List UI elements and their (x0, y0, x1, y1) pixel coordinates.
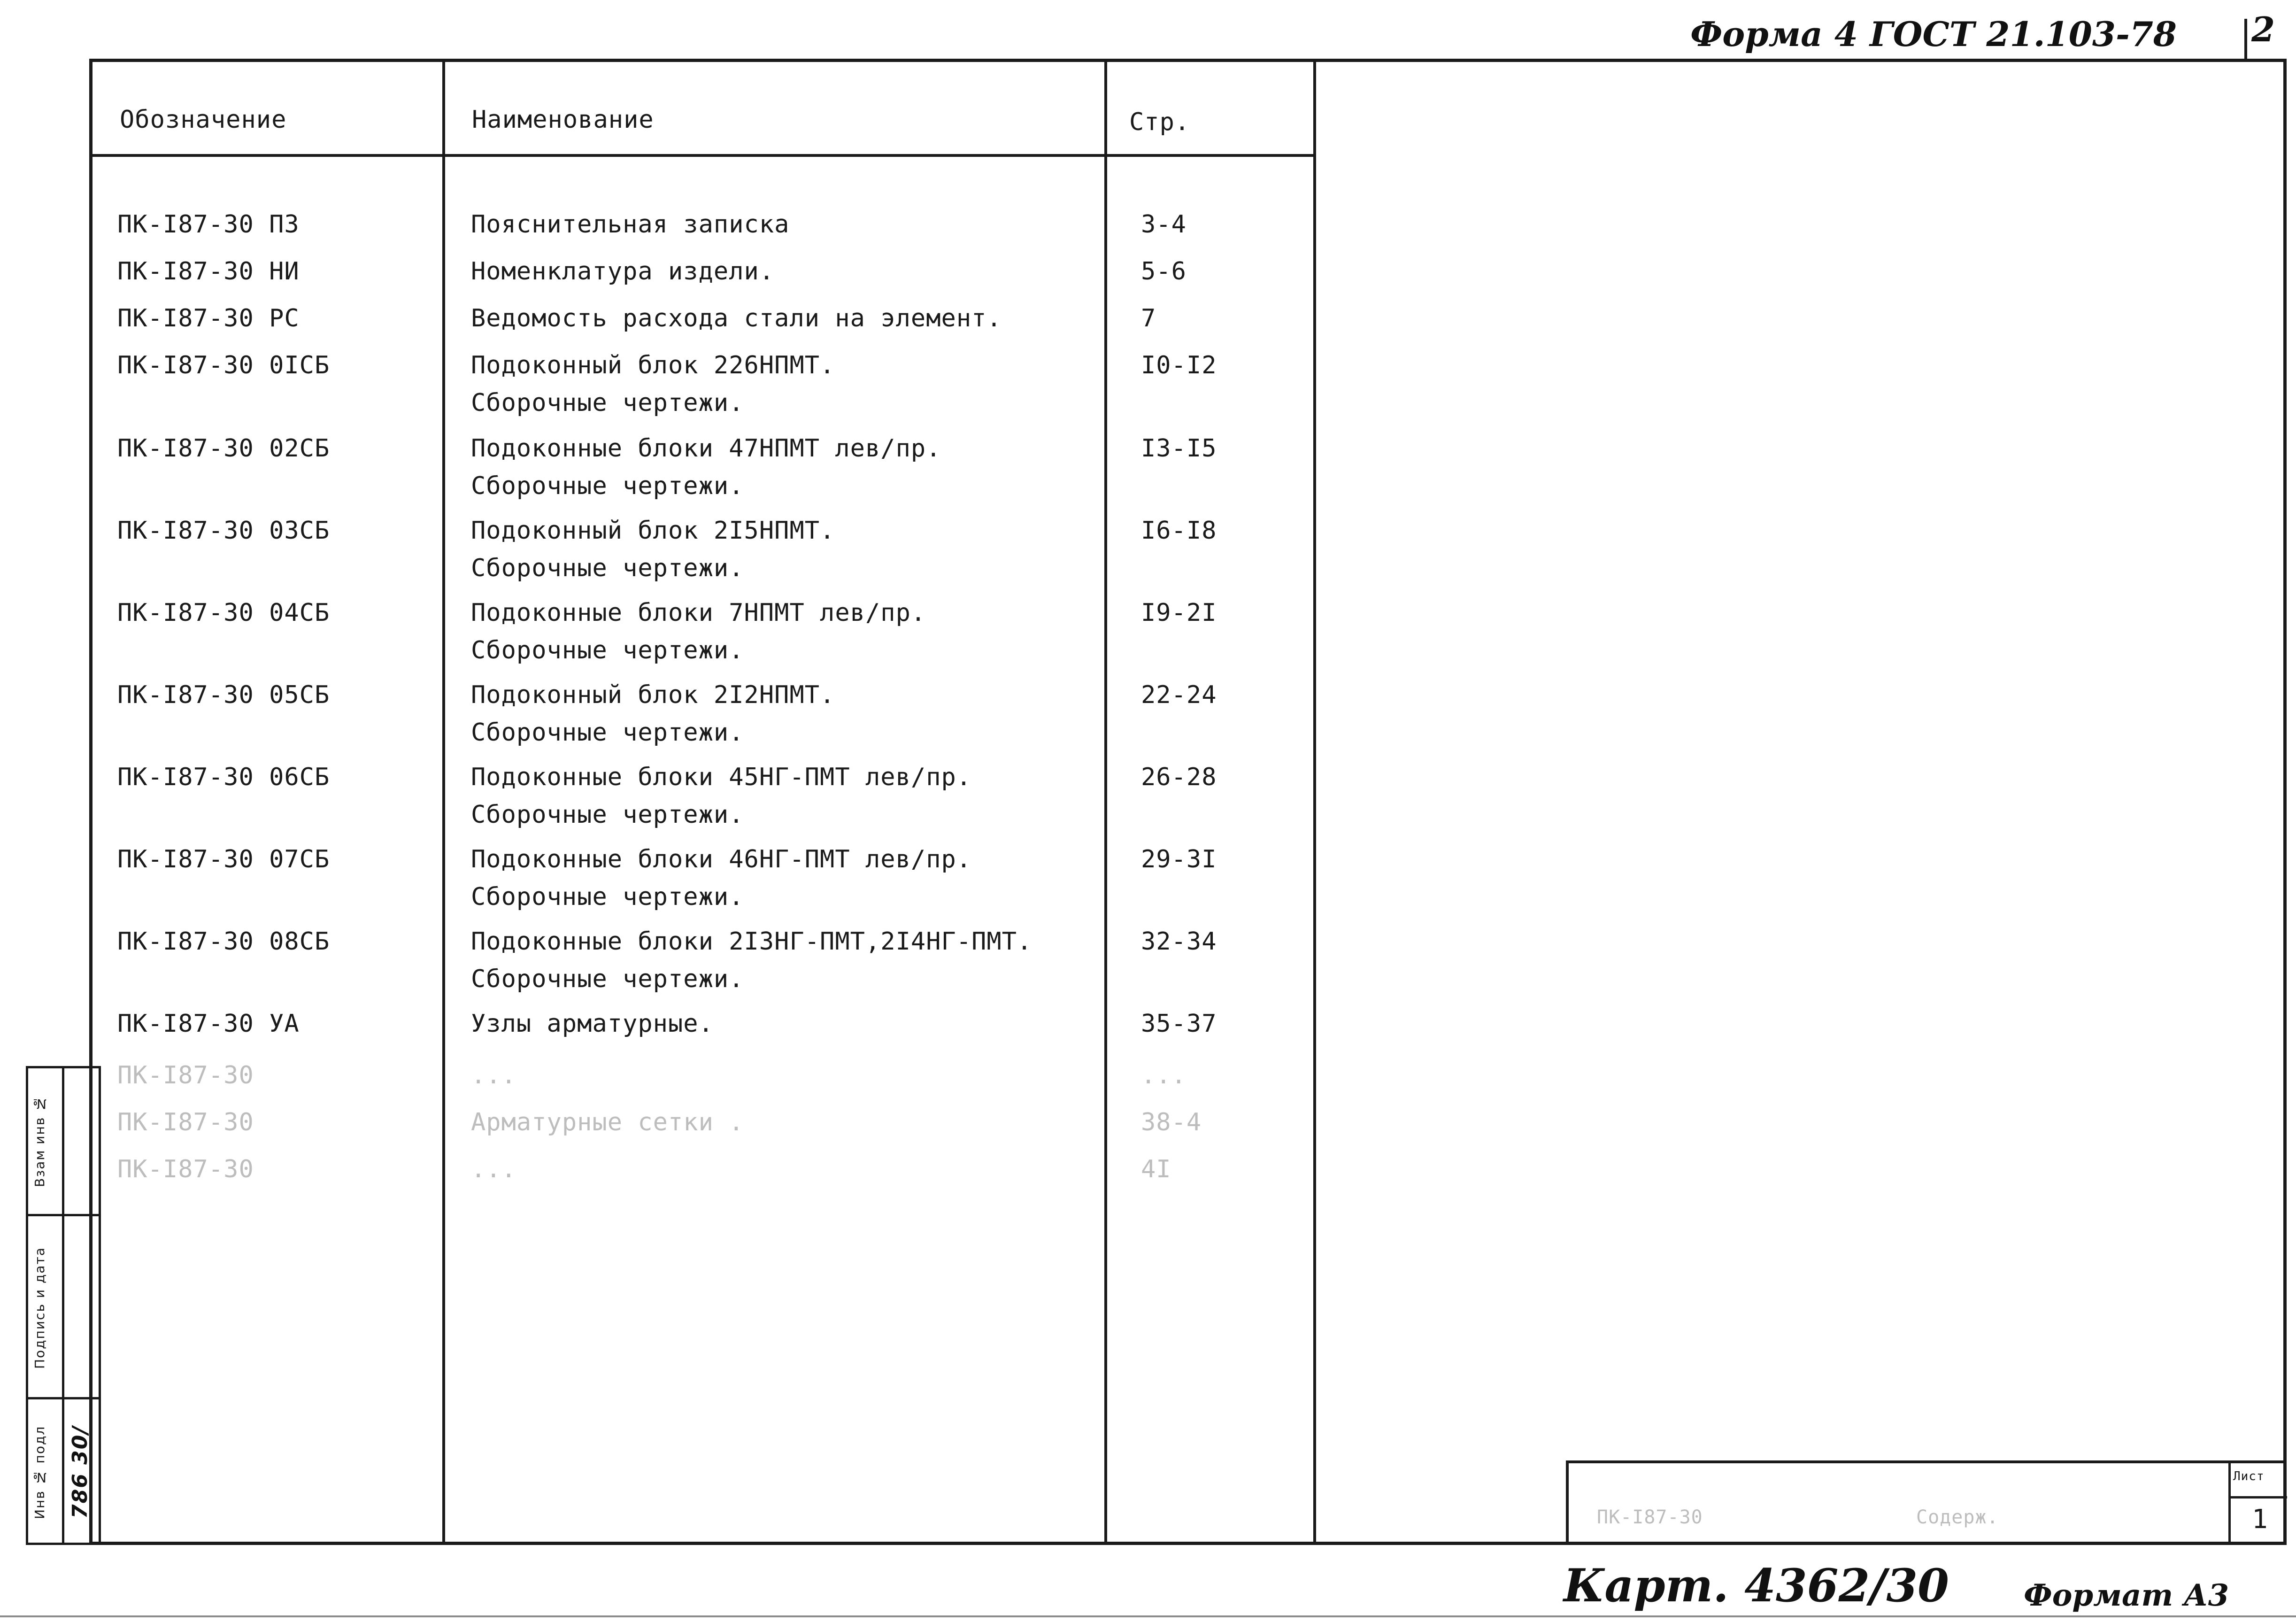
row-name: Пояснительная записка (471, 210, 790, 239)
row-name-continued: Сборочные чертежи. (471, 801, 744, 829)
row-name: Подоконный блок 2I2НПМТ. (471, 681, 835, 709)
row-code: ПК-I87-30 РС (117, 304, 300, 332)
row-code: ПК-I87-30 (117, 1155, 254, 1183)
row-code: ПК-I87-30 04СБ (117, 599, 330, 627)
row-name: ... (471, 1155, 516, 1183)
row-code: ПК-I87-30 0IСБ (117, 351, 330, 379)
title-block-sheet-label: Лист (2233, 1469, 2265, 1483)
row-page: ... (1141, 1061, 1187, 1089)
row-page: I0-I2 (1141, 351, 1217, 379)
side-handwritten-number: 786 30/ (68, 1425, 92, 1519)
row-code: ПК-I87-30 (117, 1061, 254, 1089)
row-page: 38-4 (1141, 1108, 1202, 1136)
title-block (1566, 1460, 2287, 1545)
row-name: Номенклатура издели. (471, 257, 775, 286)
row-code: ПК-I87-30 07СБ (117, 845, 330, 873)
row-page: 26-28 (1141, 763, 1217, 791)
side-cell-inventory: Инв № подл (32, 1425, 47, 1519)
row-page: I6-I8 (1141, 517, 1217, 545)
row-code: ПК-I87-30 08СБ (117, 927, 330, 956)
row-page: I3-I5 (1141, 434, 1217, 463)
row-code: ПК-I87-30 06СБ (117, 763, 330, 791)
title-block-sheet-number: 1 (2252, 1504, 2268, 1535)
row-name: Подоконные блоки 45НГ-ПМТ лев/пр. (471, 763, 972, 791)
row-name: Подоконные блоки 46НГ-ПМТ лев/пр. (471, 845, 972, 873)
row-code: ПК-I87-30 УА (117, 1010, 300, 1038)
row-page: 3-4 (1141, 210, 1187, 239)
title-block-code: ПК-I87-30 (1597, 1506, 1703, 1528)
col-divider-2 (1104, 61, 1107, 1545)
corner-sheet-number: 2 (2251, 9, 2275, 49)
row-code: ПК-I87-30 05СБ (117, 681, 330, 709)
row-code: ПК-I87-30 ПЗ (117, 210, 300, 239)
header-page: Стр. (1129, 108, 1190, 136)
row-name: ... (471, 1061, 516, 1089)
side-cell-replacement: Взам инв № (32, 1095, 47, 1188)
row-name-continued: Сборочные чертежи. (471, 718, 744, 747)
row-name-continued: Сборочные чертежи. (471, 883, 744, 911)
row-name: Подоконные блоки 7НПМТ лев/пр. (471, 599, 926, 627)
row-name: Подоконные блоки 2I3НГ-ПМТ,2I4НГ-ПМТ. (471, 927, 1032, 956)
row-code: ПК-I87-30 03СБ (117, 517, 330, 545)
row-page: 22-24 (1141, 681, 1217, 709)
header-rule (89, 154, 1316, 157)
row-code: ПК-I87-30 02СБ (117, 434, 330, 463)
row-name: Подоконный блок 2I5НПМТ. (471, 517, 835, 545)
row-name: Подоконный блок 226НПМТ. (471, 351, 835, 379)
row-page: 4I (1141, 1155, 1171, 1183)
row-code: ПК-I87-30 НИ (117, 257, 300, 286)
table-frame (89, 59, 2287, 1545)
row-name: Подоконные блоки 47НПМТ лев/пр. (471, 434, 941, 463)
side-stamp (26, 1066, 101, 1545)
row-name-continued: Сборочные чертежи. (471, 554, 744, 582)
row-page: 29-3I (1141, 845, 1217, 873)
card-number: Карт. 4362/30 (1564, 1559, 1949, 1612)
col-divider-3 (1313, 61, 1316, 1545)
row-page: 7 (1141, 304, 1156, 332)
row-page: 32-34 (1141, 927, 1217, 956)
row-name: Узлы арматурные. (471, 1010, 714, 1038)
col-divider-1 (442, 61, 445, 1545)
side-cell-signature: Подпись и дата (32, 1247, 47, 1369)
title-block-title: Содерж. (1916, 1506, 1999, 1528)
header-designation: Обозначение (120, 106, 287, 134)
row-name-continued: Сборочные чертежи. (471, 472, 744, 500)
format-note: Формат А3 (2024, 1578, 2229, 1613)
corner-mark (2244, 19, 2247, 61)
row-page: I9-2I (1141, 599, 1217, 627)
bottom-rule (0, 1615, 2296, 1617)
row-page: 35-37 (1141, 1010, 1217, 1038)
row-code: ПК-I87-30 (117, 1108, 254, 1136)
row-name: Арматурные сетки . (471, 1108, 744, 1136)
row-page: 5-6 (1141, 257, 1187, 286)
row-name: Ведомость расхода стали на элемент. (471, 304, 1002, 332)
row-name-continued: Сборочные чертежи. (471, 636, 744, 664)
row-name-continued: Сборочные чертежи. (471, 389, 744, 417)
row-name-continued: Сборочные чертежи. (471, 965, 744, 993)
header-name: Наименование (472, 106, 654, 134)
form-note: Форма 4 ГОСТ 21.103-78 (1690, 14, 2177, 54)
